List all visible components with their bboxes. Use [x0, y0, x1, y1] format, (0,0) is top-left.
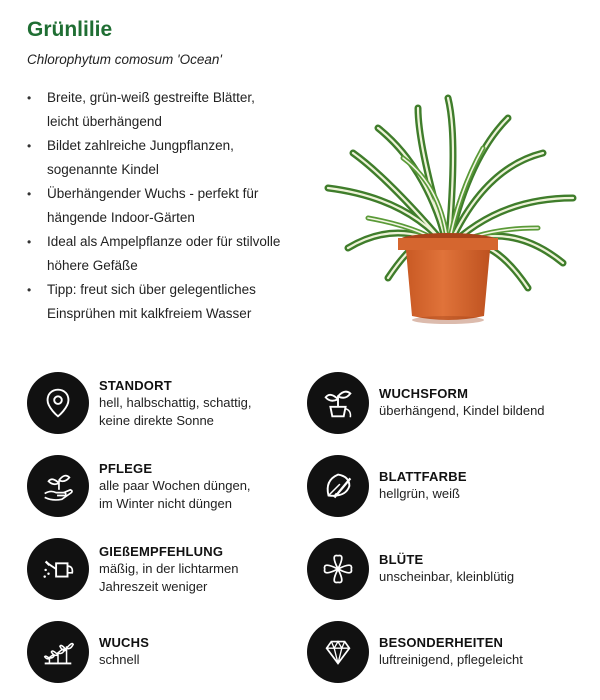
feature-giessen: [27, 538, 287, 600]
feature-standort: [27, 372, 287, 434]
leaf-brush-icon: [307, 455, 369, 517]
feature-value: im Winter nicht düngen: [99, 496, 232, 511]
flower-icon: [307, 538, 369, 600]
bullet-item: • Bildet zahlreiche Jungpflanzen, sogenannte Kindel: [27, 134, 327, 182]
bullet-item: • Breite, grün-weiß gestreifte Blätter, leicht überhängend: [27, 86, 327, 134]
sprouts-icon: [27, 621, 89, 683]
feature-blattfarbe: [307, 455, 567, 517]
hand-seedling-icon: [27, 455, 89, 517]
feature-value: unscheinbar, kleinblütig: [379, 569, 515, 584]
feature-value: hell, halbschattig, schattig,: [99, 395, 252, 410]
feature-label: BESONDERHEITEN: [379, 635, 504, 650]
feature-value: alle paar Wochen düngen,: [99, 478, 251, 493]
feature-label: WUCHS: [99, 635, 150, 650]
bullet-item: • Überhängender Wuchs - perfekt für hängende Indoor-Gärten: [27, 182, 327, 230]
plant-image: [308, 78, 588, 338]
feature-value: luftreinigend, pflegeleicht: [379, 652, 523, 667]
product-subtitle: Chlorophytum comosum 'Ocean': [27, 52, 222, 67]
feature-pflege: [27, 455, 287, 517]
potted-plant-icon: [307, 372, 369, 434]
feature-value: keine direkte Sonne: [99, 413, 214, 428]
feature-label: STANDORT: [99, 378, 172, 393]
feature-label: BLATTFARBE: [379, 469, 467, 484]
feature-label: WUCHSFORM: [379, 386, 469, 401]
feature-bullet-list: [27, 86, 327, 326]
feature-value: schnell: [99, 652, 140, 667]
watering-can-icon: [27, 538, 89, 600]
feature-bluete: [307, 538, 567, 600]
feature-value: überhängend, Kindel bildend: [379, 403, 545, 418]
feature-value: mäßig, in der lichtarmen: [99, 561, 239, 576]
feature-label: BLÜTE: [379, 552, 424, 567]
feature-besonderheiten: [307, 621, 567, 683]
bullet-item: • Tipp: freut sich über gelegentliches Einsprühen mit kalkfreiem Wasser: [27, 278, 327, 326]
feature-wuchs: [27, 621, 287, 683]
product-title: Grünlilie: [27, 18, 113, 41]
feature-value: Jahreszeit weniger: [99, 579, 208, 594]
diamond-icon: [307, 621, 369, 683]
feature-label: GIEßEMPFEHLUNG: [99, 544, 224, 559]
feature-label: PFLEGE: [99, 461, 153, 476]
feature-value: hellgrün, weiß: [379, 486, 460, 501]
location-pin-icon: [27, 372, 89, 434]
bullet-item: • Ideal als Ampelpflanze oder für stilvolle höhere Gefäße: [27, 230, 327, 278]
feature-wuchsform: [307, 372, 567, 434]
